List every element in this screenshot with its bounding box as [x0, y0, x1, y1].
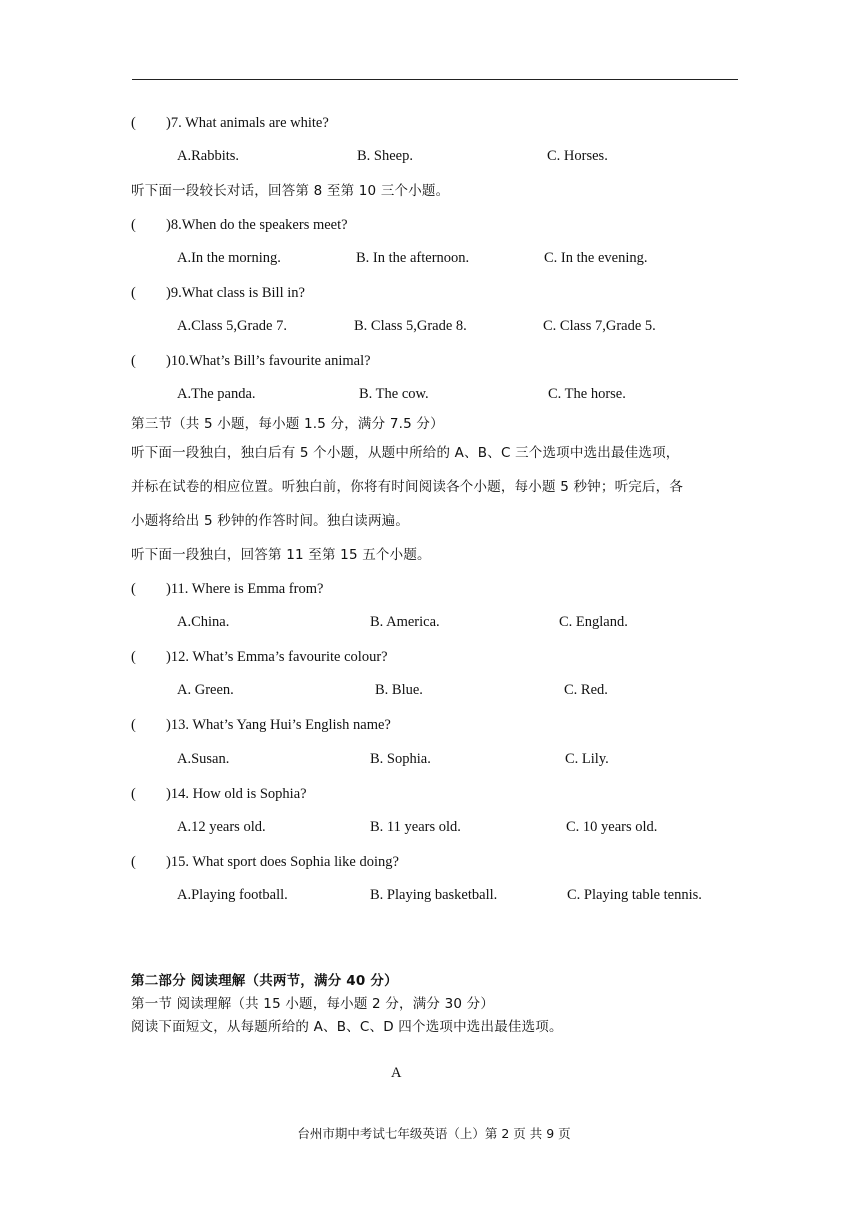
question-text: )11. Where is Emma from? [166, 581, 324, 597]
option-c[interactable]: C. Class 7,Grade 5. [543, 318, 656, 334]
section3-instruction-line2: 并标在试卷的相应位置。听独白前，你将有时间阅读各个小题，每小题 5 秒钟；听完后，各 [131, 479, 684, 495]
part2-instruction: 阅读下面短文，从每题所给的 A、B、C、D 四个选项中选出最佳选项。 [131, 1019, 563, 1035]
header-rule [132, 79, 738, 80]
option-b[interactable]: B. 11 years old. [370, 819, 461, 835]
option-a[interactable]: A.The panda. [177, 386, 256, 402]
long-dialogue-instruction: 听下面一段较长对话，回答第 8 至第 10 三个小题。 [131, 183, 450, 199]
option-b[interactable]: B. In the afternoon. [356, 250, 470, 266]
option-b[interactable]: B. Class 5,Grade 8. [354, 318, 467, 334]
question-text: )14. How old is Sophia? [166, 786, 307, 802]
page-footer: 台州市期中考试七年级英语（上）第 2 页 共 9 页 [297, 1126, 571, 1141]
option-a[interactable]: A.China. [177, 614, 230, 630]
option-c[interactable]: C. Playing table tennis. [567, 887, 702, 903]
option-c[interactable]: C. 10 years old. [566, 819, 658, 835]
question-text: )7. What animals are white? [166, 115, 329, 131]
question-text: )13. What’s Yang Hui’s English name? [166, 717, 391, 733]
option-c[interactable]: C. The horse. [548, 386, 626, 402]
answer-blank[interactable]: ( [131, 649, 136, 665]
option-a[interactable]: A.12 years old. [177, 819, 266, 835]
option-a[interactable]: A. Green. [177, 682, 234, 698]
option-c[interactable]: C. England. [559, 614, 628, 630]
answer-blank[interactable]: ( [131, 786, 136, 802]
option-b[interactable]: B. The cow. [359, 386, 429, 402]
answer-blank[interactable]: ( [131, 854, 136, 870]
option-b[interactable]: B. Blue. [375, 682, 423, 698]
section3-title: 第三节（共 5 小题，每小题 1.5 分，满分 7.5 分） [131, 416, 444, 432]
option-a[interactable]: A.Susan. [177, 751, 230, 767]
section3-instruction-line1: 听下面一段独白，独白后有 5 个小题，从题中所给的 A、B、C 三个选项中选出最佳选项， [131, 445, 680, 461]
answer-blank[interactable]: ( [131, 353, 136, 369]
answer-blank[interactable]: ( [131, 285, 136, 301]
option-a[interactable]: A.Rabbits. [177, 148, 240, 164]
option-a[interactable]: A.In the morning. [177, 250, 281, 266]
question-text: )10.What’s Bill’s favourite animal? [166, 353, 371, 369]
option-a[interactable]: A.Class 5,Grade 7. [177, 318, 287, 334]
monologue-instruction: 听下面一段独白，回答第 11 至第 15 五个小题。 [131, 547, 431, 563]
option-a[interactable]: A.Playing football. [177, 887, 288, 903]
question-text: )15. What sport does Sophia like doing? [166, 854, 399, 870]
option-b[interactable]: B. Sheep. [357, 148, 413, 164]
part2-title: 第二部分 阅读理解（共两节，满分 40 分） [131, 973, 398, 989]
option-b[interactable]: B. America. [370, 614, 440, 630]
answer-blank[interactable]: ( [131, 581, 136, 597]
question-text: )9.What class is Bill in? [166, 285, 305, 301]
answer-blank[interactable]: ( [131, 717, 136, 733]
question-text: )12. What’s Emma’s favourite colour? [166, 649, 388, 665]
answer-blank[interactable]: ( [131, 217, 136, 233]
option-c[interactable]: C. In the evening. [544, 250, 648, 266]
option-c[interactable]: C. Horses. [547, 148, 608, 164]
question-text: )8.When do the speakers meet? [166, 217, 348, 233]
option-c[interactable]: C. Lily. [565, 751, 609, 767]
option-b[interactable]: B. Sophia. [370, 751, 431, 767]
section3-instruction-line3: 小题将给出 5 秒钟的作答时间。独白读两遍。 [131, 513, 410, 529]
option-c[interactable]: C. Red. [564, 682, 608, 698]
passage-label: A [391, 1065, 402, 1081]
part2-section1-title: 第一节 阅读理解（共 15 小题，每小题 2 分，满分 30 分） [131, 996, 495, 1012]
option-b[interactable]: B. Playing basketball. [370, 887, 498, 903]
answer-blank[interactable]: ( [131, 115, 136, 131]
